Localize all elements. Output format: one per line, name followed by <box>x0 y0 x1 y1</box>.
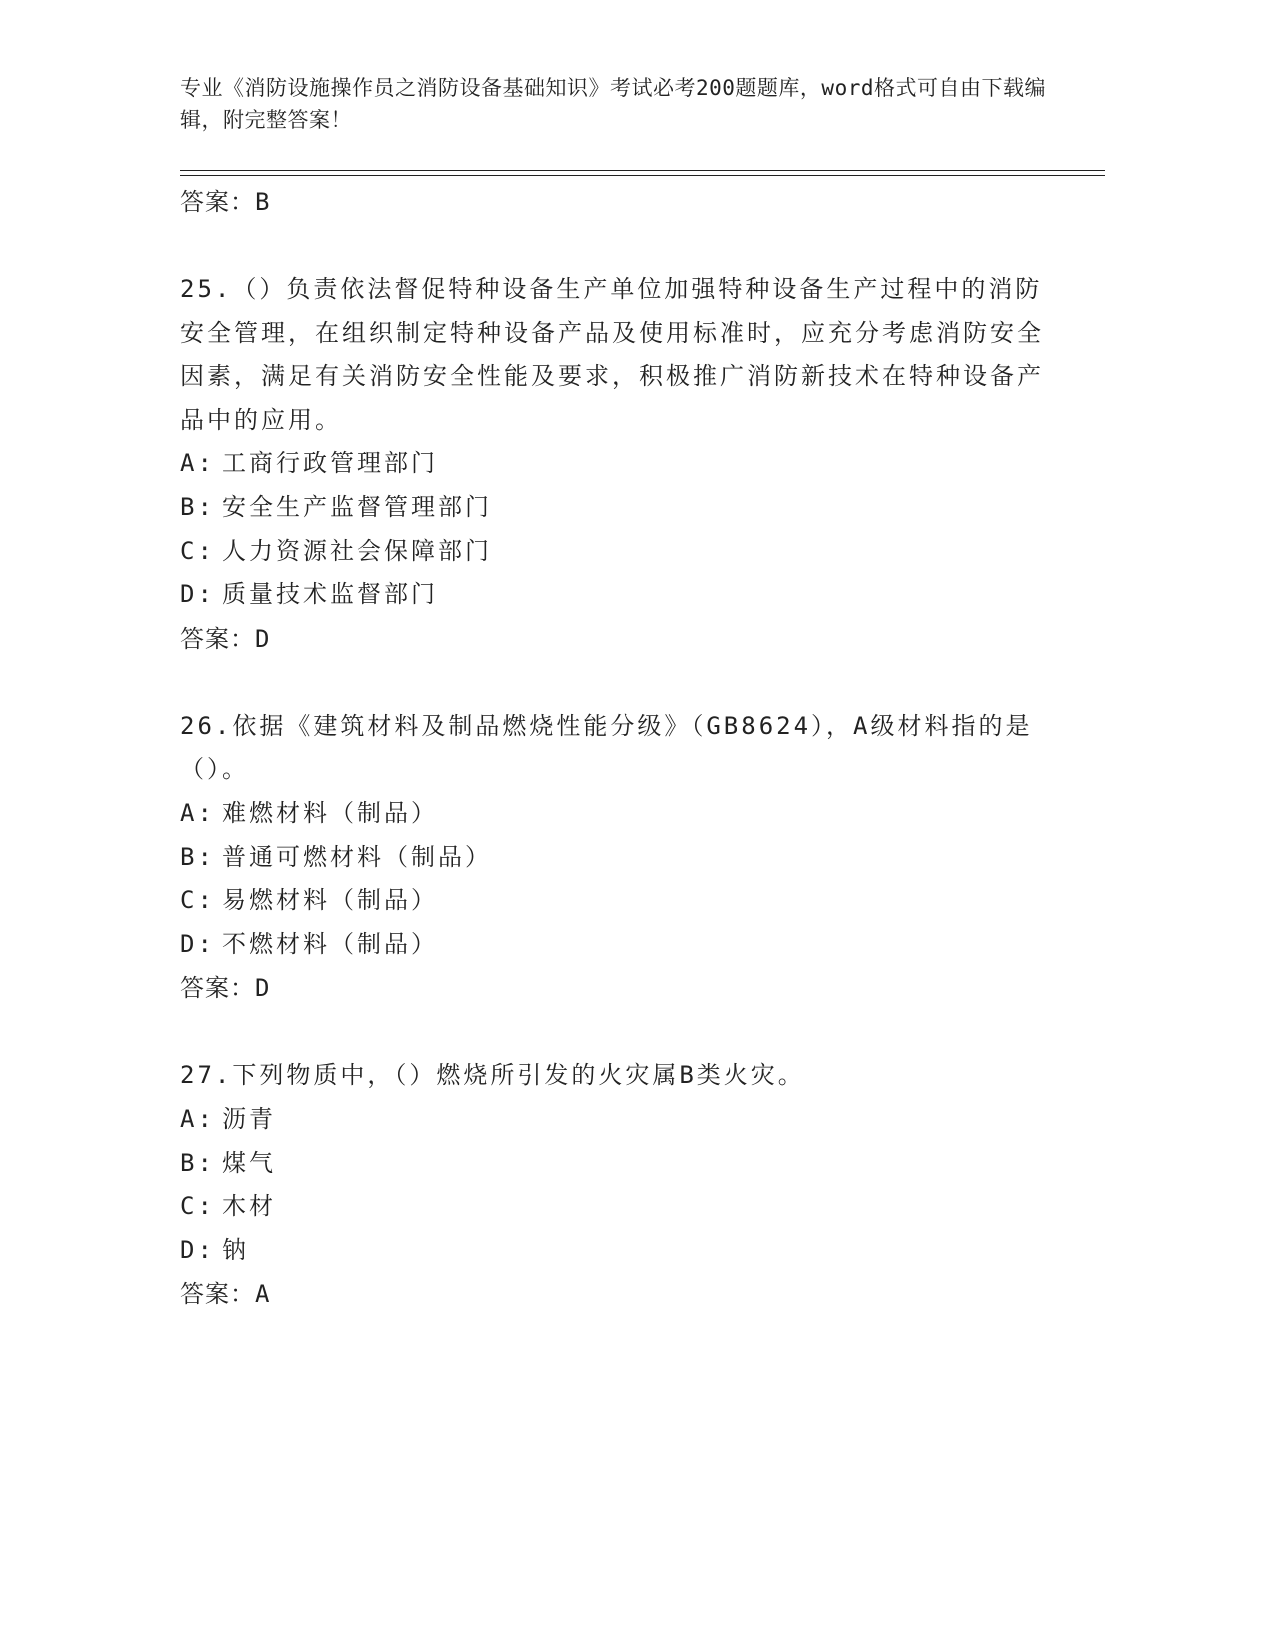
option-text: 木材 <box>222 1192 276 1221</box>
answer-line <box>180 966 1060 1010</box>
option-d <box>180 573 1060 617</box>
answer-value: D <box>255 974 271 1003</box>
question-stem: 25.（）负责依法督促特种设备生产单位加强特种设备生产过程中的消防安全管理，在组织制定特种设备产品及使用标准时，应充分考虑消防安全因素，满足有关消防安全性能及要求，积极推广消防新技术在特种设备产品中的应用。 <box>180 275 1044 434</box>
option-text: 工商行政管理部门 <box>222 449 438 478</box>
option-text: 安全生产监督管理部门 <box>222 492 492 521</box>
option-text: 不燃材料（制品） <box>222 929 438 958</box>
question-list <box>180 180 1060 1316</box>
answer-label: 答案： <box>180 188 255 216</box>
answer-label: 答案： <box>180 1280 255 1309</box>
question-26 <box>180 705 1060 1011</box>
option-text: 普通可燃材料（制品） <box>222 842 492 871</box>
option-d <box>180 923 1060 967</box>
option-text: 煤气 <box>222 1148 276 1177</box>
option-letter: A: <box>180 449 215 478</box>
option-text: 难燃材料（制品） <box>222 798 438 827</box>
option-c <box>180 1185 1060 1229</box>
answer-label: 答案： <box>180 974 255 1003</box>
option-letter: C: <box>180 1192 215 1221</box>
option-text: 质量技术监督部门 <box>222 580 438 609</box>
question-25 <box>180 268 1060 661</box>
answer-line <box>180 180 1060 224</box>
option-b <box>180 1142 1060 1186</box>
option-letter: B: <box>180 492 215 521</box>
option-c <box>180 530 1060 574</box>
option-d <box>180 1229 1060 1273</box>
option-b <box>180 486 1060 530</box>
option-letter: B: <box>180 842 215 871</box>
answer-value: B <box>255 188 271 216</box>
option-letter: D: <box>180 929 215 958</box>
answer-value: A <box>255 1280 271 1309</box>
option-letter: D: <box>180 1235 215 1264</box>
option-text: 钠 <box>222 1235 249 1264</box>
answer-line <box>180 617 1060 661</box>
header-divider-top <box>180 170 1105 171</box>
option-text: 易燃材料（制品） <box>222 886 438 915</box>
question-27 <box>180 1054 1060 1316</box>
option-a <box>180 792 1060 836</box>
answer-line <box>180 1272 1060 1316</box>
option-c <box>180 879 1060 923</box>
option-letter: B: <box>180 1148 215 1177</box>
option-text: 沥青 <box>222 1104 276 1133</box>
question-stem: 26.依据《建筑材料及制品燃烧性能分级》（GB8624），A级材料指的是（）。 <box>180 711 1033 784</box>
option-letter: C: <box>180 886 215 915</box>
answer-value: D <box>255 624 271 653</box>
option-letter: C: <box>180 536 215 565</box>
option-a <box>180 442 1060 486</box>
option-a <box>180 1098 1060 1142</box>
header-divider-bottom <box>180 175 1105 176</box>
option-letter: D: <box>180 580 215 609</box>
option-text: 人力资源社会保障部门 <box>222 536 492 565</box>
document-header: 专业《消防设施操作员之消防设备基础知识》考试必考200题题库，word格式可自由下载编辑，附完整答案！ <box>180 76 1046 132</box>
answer-label: 答案： <box>180 624 255 653</box>
question-stem: 27.下列物质中，（）燃烧所引发的火灾属B类火灾。 <box>180 1061 805 1090</box>
option-letter: A: <box>180 1104 215 1133</box>
option-letter: A: <box>180 798 215 827</box>
option-b <box>180 836 1060 880</box>
